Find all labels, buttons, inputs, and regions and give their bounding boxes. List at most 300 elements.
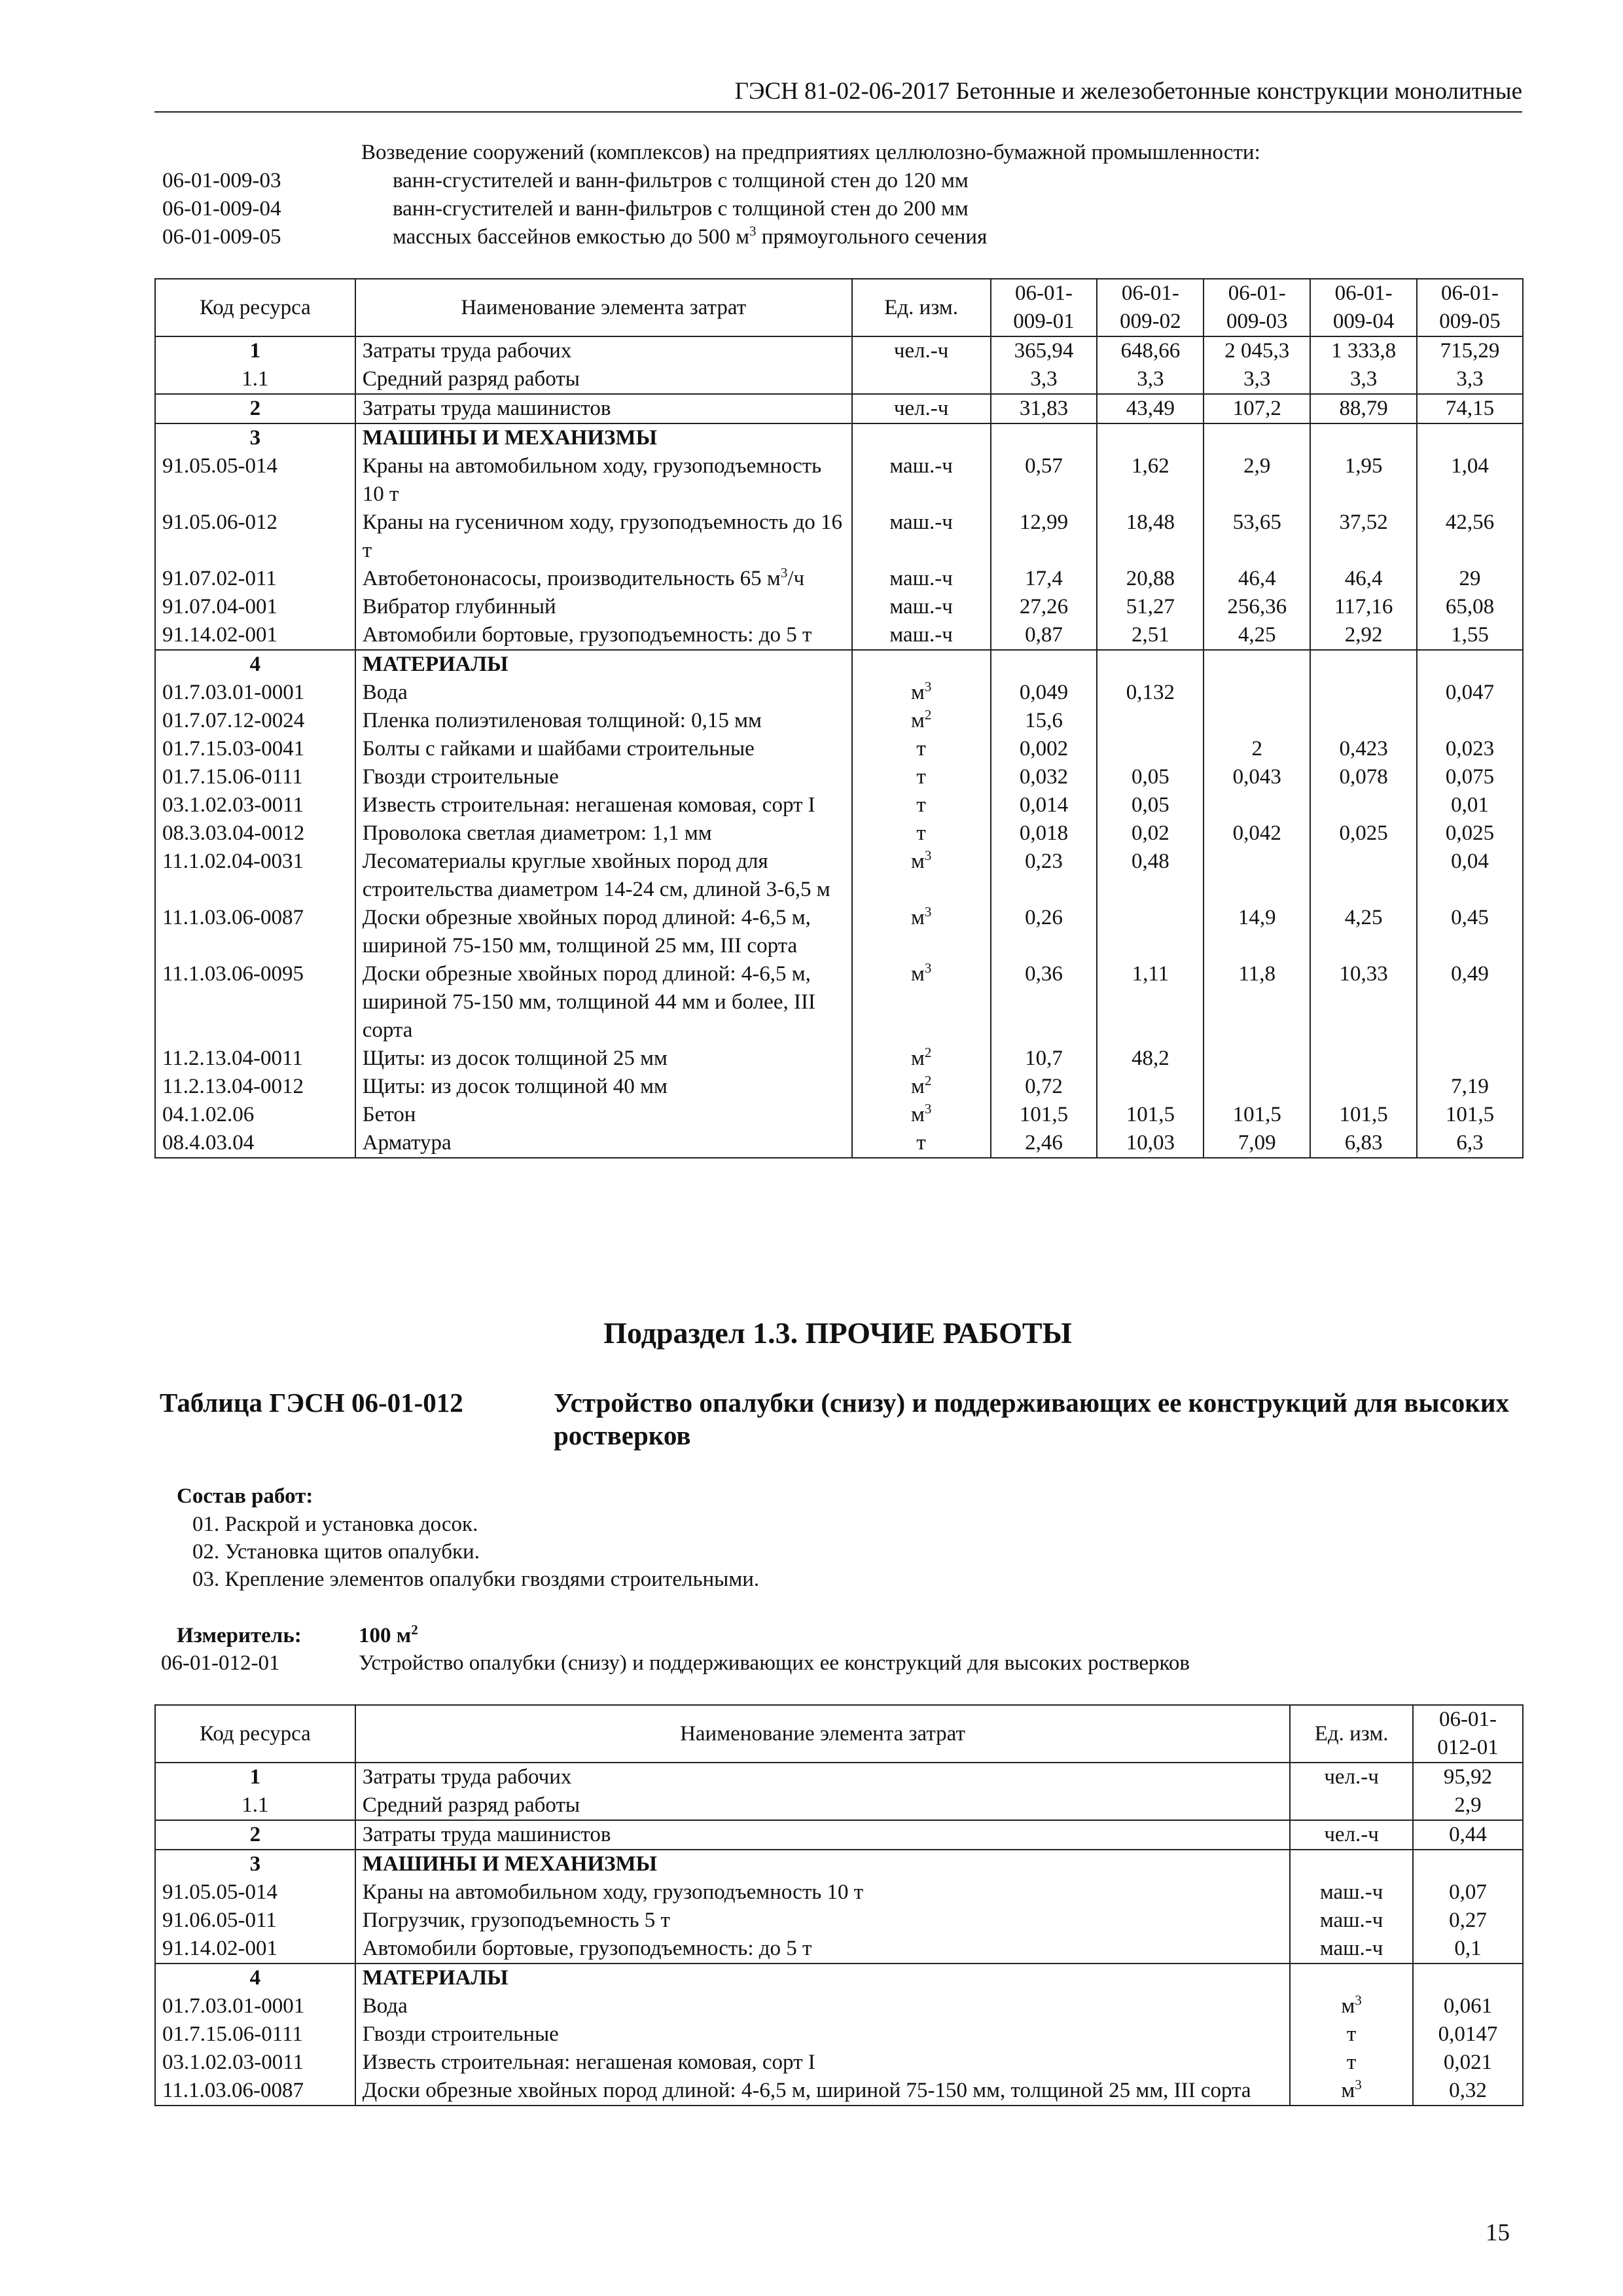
table-row — [155, 2049, 1523, 2077]
measure-label: Измеритель: — [177, 1624, 302, 1647]
intro-text: ванн-сгустителей и ванн-фильтров с толщиной стен до 120 мм — [393, 169, 969, 192]
cell-value — [1417, 1045, 1523, 1073]
cell-unit: $м^3$ — [1290, 2077, 1413, 2106]
cell-value — [1097, 707, 1204, 735]
cell-value: 17,4 — [991, 565, 1097, 593]
cell-value: 0,1 — [1413, 1935, 1523, 1964]
cell-value: 0,043 — [1204, 763, 1310, 791]
col-header-value: 06-01- 009-02 — [1097, 279, 1204, 336]
cell-value: 1,62 — [1097, 452, 1204, 509]
cell-unit: т — [852, 819, 991, 848]
table-row — [155, 735, 1523, 763]
cell-unit: маш.-ч — [1290, 1878, 1413, 1907]
col-header-value: 06-01- 012-01 — [1413, 1705, 1523, 1763]
cell-code: 91.05.05-014 — [155, 452, 355, 509]
cell-value: 10,03 — [1097, 1129, 1204, 1158]
resource-table-2 — [154, 1704, 1524, 2106]
table-row — [155, 565, 1523, 593]
cell-value: 648,66 — [1097, 336, 1204, 365]
table-row — [155, 679, 1523, 707]
page-number: 15 — [1486, 2219, 1510, 2246]
cell-value: 107,2 — [1204, 394, 1310, 423]
cell-unit: т — [852, 735, 991, 763]
cell-value: 3,3 — [1097, 365, 1204, 394]
cell-value: 0,042 — [1204, 819, 1310, 848]
cell-value: 0,72 — [991, 1073, 1097, 1101]
cell-value: 6,3 — [1417, 1129, 1523, 1158]
cell-unit — [1290, 1850, 1413, 1878]
table-row — [155, 791, 1523, 819]
cell-value — [1204, 1045, 1310, 1073]
cell-value: 0,57 — [991, 452, 1097, 509]
cell-code: 91.14.02-001 — [155, 621, 355, 650]
resource-table-1 — [154, 278, 1524, 1158]
cell-value — [1204, 848, 1310, 904]
measure-code: 06-01-012-01 — [161, 1651, 280, 1675]
cell-code: 11.2.13.04-0011 — [155, 1045, 355, 1073]
cell-code: 91.07.02-011 — [155, 565, 355, 593]
cell-name: Автобетононасосы, производительность 65 $м^3/ч$ — [355, 565, 852, 593]
cell-code: 1.1 — [155, 1791, 355, 1820]
cell-value — [1310, 423, 1417, 452]
cell-unit: маш.-ч — [1290, 1907, 1413, 1935]
cell-value: 715,29 — [1417, 336, 1523, 365]
cell-value: 256,36 — [1204, 593, 1310, 621]
cell-value: 7,09 — [1204, 1129, 1310, 1158]
cell-name: Проволока светлая диаметром: 1,1 мм — [355, 819, 852, 848]
col-header-unit: Ед. изм. — [1290, 1705, 1413, 1763]
cell-name: Арматура — [355, 1129, 852, 1158]
cell-value: 0,44 — [1413, 1820, 1523, 1850]
cell-unit: чел.-ч — [852, 394, 991, 423]
col-header-code: Код ресурса — [155, 1705, 355, 1763]
cell-value: 20,88 — [1097, 565, 1204, 593]
cell-value — [1310, 1045, 1417, 1073]
cell-name: Болты с гайками и шайбами строительные — [355, 735, 852, 763]
cell-value — [1310, 650, 1417, 679]
cell-value: 0,87 — [991, 621, 1097, 650]
cell-value: 1,04 — [1417, 452, 1523, 509]
cell-name: Доски обрезные хвойных пород длиной: 4-6,5 м, шириной 75-150 мм, толщиной 25 мм, III сорта — [355, 2077, 1290, 2106]
cell-value: 0,423 — [1310, 735, 1417, 763]
cell-value: 2,51 — [1097, 621, 1204, 650]
cell-unit: $м^3$ — [852, 679, 991, 707]
cell-value: 2 045,3 — [1204, 336, 1310, 365]
table-row — [155, 1791, 1523, 1820]
cell-code: 08.3.03.04-0012 — [155, 819, 355, 848]
cell-code: 91.07.04-001 — [155, 593, 355, 621]
cell-value: 65,08 — [1417, 593, 1523, 621]
intro-code: 06-01-009-03 — [162, 169, 281, 192]
intro-code: 06-01-009-04 — [162, 197, 281, 221]
cell-value: 0,025 — [1417, 819, 1523, 848]
cell-value: 6,83 — [1310, 1129, 1417, 1158]
cell-unit: маш.-ч — [852, 593, 991, 621]
table-row — [155, 1907, 1523, 1935]
col-header-value: 06-01- 009-01 — [991, 279, 1097, 336]
intro-heading: Возведение сооружений (комплексов) на предприятиях целлюлозно-бумажной промышленности: — [361, 141, 1260, 164]
table-row — [155, 1763, 1523, 1791]
cell-value — [1097, 904, 1204, 960]
cell-value — [1204, 679, 1310, 707]
cell-value: 4,25 — [1310, 904, 1417, 960]
cell-value: 117,16 — [1310, 593, 1417, 621]
page-header — [154, 73, 1522, 113]
cell-name: Затраты труда машинистов — [355, 394, 852, 423]
table-row — [155, 423, 1523, 452]
cell-unit — [852, 365, 991, 394]
cell-value — [1417, 707, 1523, 735]
cell-value: 1,55 — [1417, 621, 1523, 650]
cell-unit: маш.-ч — [852, 509, 991, 565]
cell-value: 0,32 — [1413, 2077, 1523, 2106]
cell-value: 11,8 — [1204, 960, 1310, 1045]
cell-value: 46,4 — [1310, 565, 1417, 593]
cell-value — [991, 423, 1097, 452]
cell-unit: $м^2$ — [852, 707, 991, 735]
cell-name: МАШИНЫ И МЕХАНИЗМЫ — [355, 1850, 1290, 1878]
cell-unit: маш.-ч — [852, 565, 991, 593]
table-row — [155, 452, 1523, 509]
cell-unit — [1290, 1964, 1413, 1992]
cell-value: 0,04 — [1417, 848, 1523, 904]
cell-name: Вибратор глубинный — [355, 593, 852, 621]
table-row — [155, 1101, 1523, 1129]
col-header-value: 06-01- 009-03 — [1204, 279, 1310, 336]
table-row — [155, 650, 1523, 679]
cell-value: 101,5 — [991, 1101, 1097, 1129]
cell-unit: т — [852, 763, 991, 791]
cell-unit — [1290, 1791, 1413, 1820]
cell-name: МАШИНЫ И МЕХАНИЗМЫ — [355, 423, 852, 452]
cell-name: МАТЕРИАЛЫ — [355, 650, 852, 679]
cell-value: 0,48 — [1097, 848, 1204, 904]
cell-value — [1097, 423, 1204, 452]
cell-code: 91.05.06-012 — [155, 509, 355, 565]
col-header-name: Наименование элемента затрат — [355, 279, 852, 336]
cell-code: 08.4.03.04 — [155, 1129, 355, 1158]
cell-value: 1 333,8 — [1310, 336, 1417, 365]
col-header-unit: Ед. изм. — [852, 279, 991, 336]
cell-code: 11.1.02.04-0031 — [155, 848, 355, 904]
cell-code: 11.2.13.04-0012 — [155, 1073, 355, 1101]
cell-code: 3 — [155, 423, 355, 452]
cell-unit: $м^2$ — [852, 1073, 991, 1101]
cell-code: 91.14.02-001 — [155, 1935, 355, 1964]
cell-value: 2,46 — [991, 1129, 1097, 1158]
cell-value: 0,0147 — [1413, 2020, 1523, 2049]
cell-value: 0,45 — [1417, 904, 1523, 960]
cell-code: 01.7.15.06-0111 — [155, 2020, 355, 2049]
cell-unit: чел.-ч — [1290, 1820, 1413, 1850]
cell-unit: т — [852, 791, 991, 819]
cell-unit: чел.-ч — [852, 336, 991, 365]
work-item: 01. Раскрой и установка досок. — [192, 1513, 478, 1536]
table-row — [155, 819, 1523, 848]
cell-unit: $м^3$ — [852, 904, 991, 960]
cell-value: 365,94 — [991, 336, 1097, 365]
work-item: 03. Крепление элементов опалубки гвоздями строительными. — [192, 1568, 760, 1591]
cell-unit: $м^3$ — [852, 1101, 991, 1129]
cell-value: 3,3 — [1204, 365, 1310, 394]
cell-code: 4 — [155, 1964, 355, 1992]
cell-value: 46,4 — [1204, 565, 1310, 593]
table-row — [155, 1992, 1523, 2020]
cell-value: 0,021 — [1413, 2049, 1523, 2077]
table-row — [155, 1073, 1523, 1101]
cell-value: 101,5 — [1417, 1101, 1523, 1129]
cell-value — [1310, 791, 1417, 819]
cell-value — [1417, 423, 1523, 452]
cell-value — [1310, 707, 1417, 735]
cell-value: 0,49 — [1417, 960, 1523, 1045]
cell-value: 0,061 — [1413, 1992, 1523, 2020]
cell-unit: $м^3$ — [852, 848, 991, 904]
table-row — [155, 1964, 1523, 1992]
cell-code: 91.06.05-011 — [155, 1907, 355, 1935]
table-row — [155, 1850, 1523, 1878]
cell-code: 11.1.03.06-0095 — [155, 960, 355, 1045]
cell-unit: т — [1290, 2020, 1413, 2049]
cell-value: 101,5 — [1097, 1101, 1204, 1129]
cell-code: 1 — [155, 336, 355, 365]
cell-value: 51,27 — [1097, 593, 1204, 621]
cell-name: Краны на автомобильном ходу, грузоподъемность 10 т — [355, 452, 852, 509]
intro-text: ванн-сгустителей и ванн-фильтров с толщиной стен до 200 мм — [393, 197, 969, 221]
cell-value: 2,9 — [1204, 452, 1310, 509]
table-row — [155, 593, 1523, 621]
cell-value: 0,07 — [1413, 1878, 1523, 1907]
cell-value — [1413, 1964, 1523, 1992]
cell-name: Лесоматериалы круглые хвойных пород для строительства диаметром 14-24 см, длиной 3-6,5 м — [355, 848, 852, 904]
cell-code: 01.7.15.03-0041 — [155, 735, 355, 763]
cell-unit: маш.-ч — [1290, 1935, 1413, 1964]
cell-value: 0,05 — [1097, 791, 1204, 819]
cell-value: 2 — [1204, 735, 1310, 763]
cell-name: Гвозди строительные — [355, 2020, 1290, 2049]
cell-name: Средний разряд работы — [355, 1791, 1290, 1820]
cell-value: 43,49 — [1097, 394, 1204, 423]
cell-name: Автомобили бортовые, грузоподъемность: до 5 т — [355, 621, 852, 650]
cell-code: 01.7.15.06-0111 — [155, 763, 355, 791]
intro-code: 06-01-009-05 — [162, 225, 281, 249]
cell-value: 10,33 — [1310, 960, 1417, 1045]
cell-code: 91.05.05-014 — [155, 1878, 355, 1907]
cell-unit: $м^2$ — [852, 1045, 991, 1073]
cell-value: 101,5 — [1204, 1101, 1310, 1129]
cell-value: 3,3 — [1310, 365, 1417, 394]
cell-value — [1097, 1073, 1204, 1101]
cell-value — [1204, 1073, 1310, 1101]
cell-value: 3,3 — [1417, 365, 1523, 394]
cell-code: 01.7.07.12-0024 — [155, 707, 355, 735]
cell-unit: $м^3$ — [1290, 1992, 1413, 2020]
cell-code: 2 — [155, 1820, 355, 1850]
cell-name: Доски обрезные хвойных пород длиной: 4-6,5 м, шириной 75-150 мм, толщиной 25 мм, III сорта — [355, 904, 852, 960]
cell-value: 0,002 — [991, 735, 1097, 763]
subsection-title: Подраздел 1.3. ПРОЧИЕ РАБОТЫ — [603, 1316, 1072, 1350]
cell-name: Затраты труда рабочих — [355, 1763, 1290, 1791]
cell-value: 0,032 — [991, 763, 1097, 791]
cell-value: 0,025 — [1310, 819, 1417, 848]
cell-value — [1204, 791, 1310, 819]
cell-value: 0,014 — [991, 791, 1097, 819]
cell-value: 2,92 — [1310, 621, 1417, 650]
cell-value: 0,27 — [1413, 1907, 1523, 1935]
works-label: Состав работ: — [177, 1484, 313, 1508]
cell-name: Затраты труда рабочих — [355, 336, 852, 365]
cell-value — [1310, 1073, 1417, 1101]
cell-name: Вода — [355, 1992, 1290, 2020]
table-row — [155, 848, 1523, 904]
cell-code: 03.1.02.03-0011 — [155, 791, 355, 819]
cell-name: Краны на гусеничном ходу, грузоподъемность до 16 т — [355, 509, 852, 565]
cell-value: 88,79 — [1310, 394, 1417, 423]
cell-value: 74,15 — [1417, 394, 1523, 423]
cell-value: 7,19 — [1417, 1073, 1523, 1101]
cell-value: 101,5 — [1310, 1101, 1417, 1129]
cell-value: 0,23 — [991, 848, 1097, 904]
col-header-name: Наименование элемента затрат — [355, 1705, 1290, 1763]
table-label: Таблица ГЭСН 06-01-012 — [160, 1388, 463, 1418]
cell-value — [1204, 423, 1310, 452]
table-row — [155, 2077, 1523, 2106]
cell-value: 0,05 — [1097, 763, 1204, 791]
table-row — [155, 365, 1523, 394]
cell-value: 1,95 — [1310, 452, 1417, 509]
cell-unit: т — [852, 1129, 991, 1158]
table-row — [155, 1045, 1523, 1073]
cell-code: 1.1 — [155, 365, 355, 394]
cell-value: 0,01 — [1417, 791, 1523, 819]
cell-value — [991, 650, 1097, 679]
cell-code: 2 — [155, 394, 355, 423]
cell-name: Средний разряд работы — [355, 365, 852, 394]
cell-value: 29 — [1417, 565, 1523, 593]
table-title: Устройство опалубки (снизу) и поддерживающих ее конструкций для высоких ростверков — [554, 1388, 1510, 1450]
measure-text: Устройство опалубки (снизу) и поддерживающих ее конструкций для высоких ростверков — [359, 1651, 1190, 1675]
cell-value — [1204, 650, 1310, 679]
cell-value: 0,018 — [991, 819, 1097, 848]
intro-text: массных бассейнов емкостью до 500 $м^3$ прямоугольного сечения — [393, 223, 988, 249]
table-row — [155, 621, 1523, 650]
cell-unit: маш.-ч — [852, 452, 991, 509]
cell-value: 48,2 — [1097, 1045, 1204, 1073]
cell-value: 0,078 — [1310, 763, 1417, 791]
table-row — [155, 960, 1523, 1045]
cell-name: Известь строительная: негашеная комовая, сорт I — [355, 791, 852, 819]
cell-value: 14,9 — [1204, 904, 1310, 960]
cell-name: Бетон — [355, 1101, 852, 1129]
cell-unit: чел.-ч — [1290, 1763, 1413, 1791]
cell-value: 31,83 — [991, 394, 1097, 423]
col-header-value: 06-01- 009-05 — [1417, 279, 1523, 336]
table-row — [155, 1129, 1523, 1158]
cell-value — [1310, 848, 1417, 904]
cell-code: 01.7.03.01-0001 — [155, 1992, 355, 2020]
cell-value — [1417, 650, 1523, 679]
table-row — [155, 763, 1523, 791]
cell-code: 3 — [155, 1850, 355, 1878]
cell-value: 0,049 — [991, 679, 1097, 707]
cell-code: 11.1.03.06-0087 — [155, 2077, 355, 2106]
header-title: ГЭСН 81-02-06-2017 Бетонные и железобетонные конструкции монолитные — [734, 78, 1522, 105]
cell-code: 01.7.03.01-0001 — [155, 679, 355, 707]
cell-name: Вода — [355, 679, 852, 707]
cell-name: Затраты труда машинистов — [355, 1820, 1290, 1850]
cell-value: 0,023 — [1417, 735, 1523, 763]
cell-value: 15,6 — [991, 707, 1097, 735]
cell-value: 95,92 — [1413, 1763, 1523, 1791]
cell-value: 0,047 — [1417, 679, 1523, 707]
cell-name: МАТЕРИАЛЫ — [355, 1964, 1290, 1992]
cell-name: Автомобили бортовые, грузоподъемность: до 5 т — [355, 1935, 1290, 1964]
table-row — [155, 1820, 1523, 1850]
cell-value: 27,26 — [991, 593, 1097, 621]
cell-value: 1,11 — [1097, 960, 1204, 1045]
cell-value: 3,3 — [991, 365, 1097, 394]
cell-value: 18,48 — [1097, 509, 1204, 565]
cell-value: 10,7 — [991, 1045, 1097, 1073]
table-row — [155, 336, 1523, 365]
cell-value: 0,36 — [991, 960, 1097, 1045]
cell-value — [1413, 1850, 1523, 1878]
table-row — [155, 2020, 1523, 2049]
cell-value: 0,075 — [1417, 763, 1523, 791]
cell-value — [1204, 707, 1310, 735]
cell-value — [1097, 735, 1204, 763]
cell-code: 4 — [155, 650, 355, 679]
table-row — [155, 707, 1523, 735]
cell-code: 11.1.03.06-0087 — [155, 904, 355, 960]
table-row — [155, 509, 1523, 565]
cell-value: 0,26 — [991, 904, 1097, 960]
cell-name: Щиты: из досок толщиной 40 мм — [355, 1073, 852, 1101]
table-row — [155, 1935, 1523, 1964]
cell-unit — [852, 650, 991, 679]
cell-value — [1310, 679, 1417, 707]
work-item: 02. Установка щитов опалубки. — [192, 1540, 480, 1564]
cell-value — [1097, 650, 1204, 679]
cell-value: 42,56 — [1417, 509, 1523, 565]
cell-value: 37,52 — [1310, 509, 1417, 565]
cell-name: Известь строительная: негашеная комовая, сорт I — [355, 2049, 1290, 2077]
cell-name: Гвозди строительные — [355, 763, 852, 791]
cell-unit: т — [1290, 2049, 1413, 2077]
cell-code: 03.1.02.03-0011 — [155, 2049, 355, 2077]
table-row — [155, 394, 1523, 423]
cell-value: 0,132 — [1097, 679, 1204, 707]
cell-name: Доски обрезные хвойных пород длиной: 4-6,5 м, шириной 75-150 мм, толщиной 44 мм и более, III сорта — [355, 960, 852, 1045]
col-header-value: 06-01- 009-04 — [1310, 279, 1417, 336]
cell-value: 0,02 — [1097, 819, 1204, 848]
cell-code: 1 — [155, 1763, 355, 1791]
cell-name: Погрузчик, грузоподъемность 5 т — [355, 1907, 1290, 1935]
col-header-code: Код ресурса — [155, 279, 355, 336]
measure-value: 100 $м^2$ — [359, 1622, 418, 1647]
cell-value: 2,9 — [1413, 1791, 1523, 1820]
cell-name: Щиты: из досок толщиной 25 мм — [355, 1045, 852, 1073]
cell-value: 4,25 — [1204, 621, 1310, 650]
cell-unit: $м^3$ — [852, 960, 991, 1045]
table-row — [155, 904, 1523, 960]
cell-name: Краны на автомобильном ходу, грузоподъемность 10 т — [355, 1878, 1290, 1907]
cell-name: Пленка полиэтиленовая толщиной: 0,15 мм — [355, 707, 852, 735]
cell-value: 53,65 — [1204, 509, 1310, 565]
table-row — [155, 1878, 1523, 1907]
cell-unit — [852, 423, 991, 452]
cell-value: 12,99 — [991, 509, 1097, 565]
